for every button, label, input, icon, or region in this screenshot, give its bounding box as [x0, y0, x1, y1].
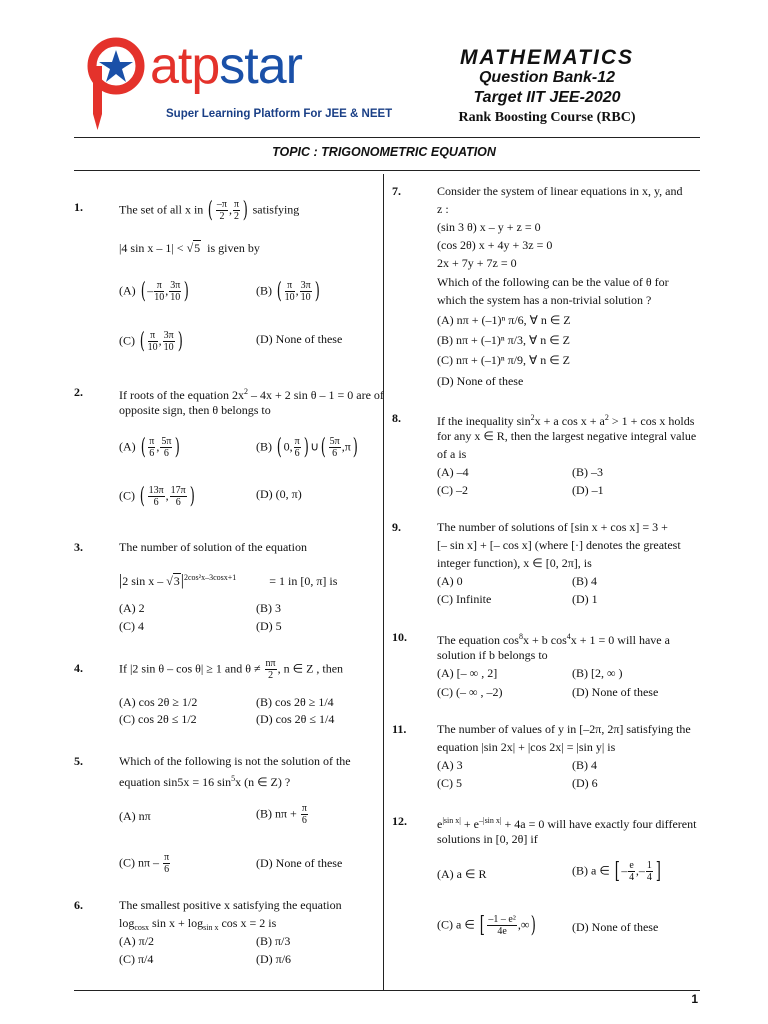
brand-logo-text-a: atp: [150, 37, 220, 95]
option-b[interactable]: (B) nπ + $\frac{\pi}{6}$: [256, 803, 307, 826]
header-rule-top: [74, 137, 700, 138]
question-stem: If the inequality $\sin^2x + a$ $\cos x + a^2 > 1 + \cos x$ holds: [437, 413, 695, 428]
option-c[interactable]: (C) a ∈ [ $\frac{\text{–1 – e²}}{4e}$ ,∞): [437, 912, 537, 938]
equation-2: (cos 2θ) x + 4y + 3z = 0: [437, 238, 553, 252]
question-stem-line2: $\log_{cosx} \sin x + \log_{sin x} \cos x = 2$ is: [119, 916, 277, 932]
question-number: 3.: [74, 540, 83, 554]
question-stem-line3: of a is: [437, 447, 467, 461]
option-a[interactable]: (A) 3: [437, 758, 463, 772]
option-c[interactable]: (C) π/4: [119, 952, 154, 966]
option-d[interactable]: (D) π/6: [256, 952, 292, 966]
option-d[interactable]: (D) cos 2θ ≤ 1/4: [256, 712, 335, 726]
option-d[interactable]: (D) None of these: [572, 920, 659, 934]
option-a[interactable]: (A) 0: [437, 574, 463, 588]
option-a[interactable]: (A) nπ + (–1)ⁿ π/6, ∀ n ∈ Z: [437, 313, 571, 327]
option-c[interactable]: (C) 5: [437, 776, 462, 790]
option-c[interactable]: (C) Infinite: [437, 592, 492, 606]
question-number: 8.: [392, 411, 401, 425]
option-d[interactable]: (D) None of these: [256, 332, 343, 346]
question-stem-line2: z :: [437, 202, 449, 216]
option-c[interactable]: (C) –2: [437, 483, 468, 497]
header-rule-bottom: [74, 170, 700, 171]
option-d[interactable]: (D) (0, π): [256, 487, 302, 501]
logo-pin-icon: [86, 34, 146, 134]
question-stem: The smallest positive x satisfying the equation: [119, 898, 342, 912]
question-stem-line3: integer function), x ∈ [0, 2π], is: [437, 556, 592, 570]
option-b[interactable]: (B) cos 2θ ≥ 1/4: [256, 695, 334, 709]
option-c[interactable]: (C) cos 2θ ≤ 1/2: [119, 712, 197, 726]
equation-1: (sin 3 θ) x – y + z = 0: [437, 220, 541, 234]
option-c[interactable]: (C) ( $\frac{13\pi}{6}$ , $\frac{17\pi}{6}$ ): [119, 483, 195, 509]
option-b[interactable]: (B) ( $\frac{\pi}{10}$ , $\frac{3\pi}{10}$ ): [256, 278, 320, 304]
question-stem-line2: |2 sin x – $√3|^{2cos^2x-3cosx+1}$ = 1 in [0, π] is: [119, 572, 338, 589]
question-stem-line2: |4 sin x – 1| < √5 is given by: [119, 241, 260, 255]
question-stem: The number of solutions of [sin x + cos x] = 3 +: [437, 520, 668, 534]
question-number: 10.: [392, 630, 407, 644]
brand-tagline: Super Learning Platform For JEE & NEET: [166, 108, 393, 120]
question-stem-line2: equation |sin 2x| + |cos 2x| = |sin y| is: [437, 740, 616, 754]
subject-title: MATHEMATICS: [459, 46, 635, 69]
option-b[interactable]: (B) a ∈ [ – $\frac{e}{4}$ ,– $\frac{1}{4}$ ]: [572, 858, 661, 884]
brand-logo-text-b: star: [219, 37, 302, 95]
option-a[interactable]: (A) –4: [437, 465, 469, 479]
question-number: 1.: [74, 200, 83, 214]
question-stem-line2: for any x ∈ R, then the largest negative integral value: [437, 429, 697, 443]
question-stem: Consider the system of linear equations in x, y, and: [437, 184, 683, 198]
option-d[interactable]: (D) –1: [572, 483, 604, 497]
question-number: 4.: [74, 661, 83, 675]
question-stem-line2: opposite sign, then θ belongs to: [119, 403, 271, 417]
question-bank-title: Question Bank-12: [478, 69, 616, 86]
target-exam-title: Target IIT JEE-2020: [473, 89, 621, 106]
question-stem: The equation $\cos^8x + b$ $\cos^4x + 1 = 0$ will have a: [437, 632, 670, 647]
question-stem: If |2 sin θ – cos θ| ≥ 1 and θ ≠ $\frac{n\pi}{2}$ , n ∈ Z , then: [119, 658, 344, 681]
question-number: 9.: [392, 520, 401, 534]
option-a[interactable]: (A) ( $\frac{\pi}{6}$ , $\frac{5\pi}{6}$ ): [119, 434, 181, 460]
question-stem: $e^{|sin x|} + e^{-|sin x|} + 4a = 0$ will have exactly four different: [437, 816, 697, 831]
option-a[interactable]: (A) [– ∞ , 2]: [437, 666, 498, 680]
option-b[interactable]: (B) nπ + (–1)ⁿ π/3, ∀ n ∈ Z: [437, 333, 570, 347]
question-stem-line6: Which of the following can be the value of θ for: [437, 275, 669, 289]
question-stem-line2: solutions in [0, 2θ] if: [437, 832, 538, 846]
option-d[interactable]: (D) 5: [256, 619, 282, 633]
question-stem-line2: solution if b belongs to: [437, 648, 548, 662]
question-stem: The number of solution of the equation: [119, 540, 307, 554]
brand-logo-text: [150, 36, 302, 96]
page-number: 1: [691, 992, 698, 1006]
option-d[interactable]: (D) 1: [572, 592, 598, 606]
question-stem-line2: equation sin5x = 16 $\sin^5x$ (n ∈ Z) ?: [119, 774, 291, 789]
question-stem: The set of all x in ( $\frac{-\pi}{2}$ , $\frac{\pi}{2}$ ) satisfying: [119, 197, 300, 223]
option-b[interactable]: (B) [2, ∞ ): [572, 666, 623, 680]
option-b[interactable]: (B) 3: [256, 601, 281, 615]
question-stem-line7: which the system has a non-trivial solution ?: [437, 293, 652, 307]
option-d[interactable]: (D) None of these: [437, 374, 524, 388]
option-c[interactable]: (C) nπ – $\frac{\pi}{6}$: [119, 852, 170, 875]
option-c[interactable]: (C) 4: [119, 619, 144, 633]
question-stem-line2: [– sin x] + [– cos x] (where [·] denotes the greatest: [437, 538, 681, 552]
option-c[interactable]: (C) nπ + (–1)ⁿ π/9, ∀ n ∈ Z: [437, 353, 570, 367]
question-stem: Which of the following is not the solution of the: [119, 754, 351, 768]
option-c[interactable]: (C) ( $\frac{\pi}{10}$ , $\frac{3\pi}{10}$ ): [119, 328, 183, 354]
question-number: 12.: [392, 814, 407, 828]
option-d[interactable]: (D) 6: [572, 776, 598, 790]
option-b[interactable]: (B) π/3: [256, 934, 291, 948]
option-a[interactable]: (A) 2: [119, 601, 145, 615]
option-a[interactable]: (A) cos 2θ ≥ 1/2: [119, 695, 198, 709]
option-c[interactable]: (C) (– ∞ , –2): [437, 685, 503, 699]
option-b[interactable]: (B) 4: [572, 758, 597, 772]
option-d[interactable]: (D) None of these: [256, 856, 343, 870]
equation-3: 2x + 7y + 7z = 0: [437, 256, 517, 270]
footer-rule: [74, 990, 700, 991]
option-b[interactable]: (B) ( 0, $\frac{\pi}{6}$ ) ∪( $\frac{5\pi}{6}$ ,π): [256, 434, 358, 460]
question-number: 6.: [74, 898, 83, 912]
option-d[interactable]: (D) None of these: [572, 685, 659, 699]
question-number: 5.: [74, 754, 83, 768]
topic-heading: TOPIC : TRIGONOMETRIC EQUATION: [272, 145, 496, 159]
question-number: 7.: [392, 184, 401, 198]
question-number: 2.: [74, 385, 83, 399]
option-b[interactable]: (B) 4: [572, 574, 597, 588]
option-a[interactable]: (A) π/2: [119, 934, 155, 948]
question-number: 11.: [392, 722, 407, 736]
question-stem: The number of values of y in [–2π, 2π] satisfying the: [437, 722, 691, 736]
option-a[interactable]: (A) a ∈ R: [437, 867, 487, 881]
option-a[interactable]: (A) ( – $\frac{\pi}{10}$ , $\frac{3\pi}{10}$ ): [119, 278, 190, 304]
option-b[interactable]: (B) –3: [572, 465, 603, 479]
course-title: Rank Boosting Course (RBC): [458, 110, 636, 125]
column-divider: [383, 174, 384, 990]
question-stem: If roots of the equation $2x^2 - 4x + 2$ sin θ – 1 = 0 are of: [119, 387, 384, 402]
option-a[interactable]: (A) nπ: [119, 809, 151, 823]
